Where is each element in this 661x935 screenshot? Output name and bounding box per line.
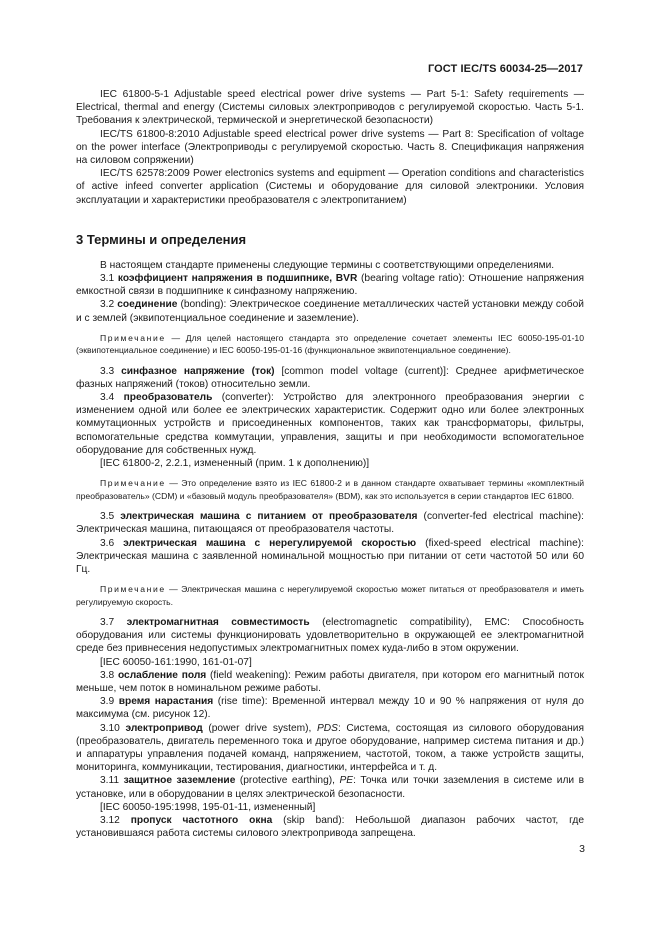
reference-iec-61800-5-1: IEC 61800-5-1 Adjustable speed electrical power drive systems — Part 5-1: Safety requirements — Electrical, thermal and energy (Системы силовых электроприводов с регулируемой скоростью. Часть 5-1. Требования к электрической, термической и энергетической безопасности) [76, 89, 584, 127]
term-3-6: 3.6 электрическая машина с нерегулируемой скоростью (fixed-speed electrical machine): Электрическая машина с заявленной номинальной мощностью при питании от сети частотой 50 или 60 Гц. [76, 537, 584, 575]
term-title: электрическая машина с питанием от преобразователя [120, 511, 418, 523]
term-title: время нарастания [118, 696, 214, 708]
note-3-6: Примечание — Электрическая машина с нерегулируемой скоростью может питаться от преобразователя и иметь регулируемую скорость. [76, 584, 584, 607]
term-3-10: 3.10 электропривод (power drive system), PDS: Система, состоящая из силового оборудования (преобразователь, двигатель переменного тока и другое оборудование, например система питания и др.) и аппаратуры управления подачей команд, напряжением, частотой, током, а также устройств защиты, мониторинга, коммуникации, тестирования, диагностики, интерфейса и т. д. [76, 722, 584, 774]
term-3-8: 3.8 ослабление поля (field weakening): Режим работы двигателя, при котором его магнитный поток меньше, чем поток в номинальном режиме работы. [76, 669, 584, 694]
term-3-12: 3.12 пропуск частотного окна (skip band): Небольшой диапазон рабочих частот, где установившаяся работа системы силового электропривода запрещена. [76, 814, 584, 840]
term-title: соединение [117, 299, 178, 311]
source-3-4: [IEC 61800-2, 2.2.1, измененный (прим. 1 к дополнению)] [100, 458, 370, 470]
term-title: электропривод [125, 722, 203, 734]
term-title: электрическая машина с нерегулируемой скоростью [123, 537, 417, 549]
term-3-2: 3.2 соединение (bonding): Электрическое соединение металлических частей установки между собой и с землей (эквипотенциальное соединение и заземление). [76, 299, 584, 324]
term-3-9: 3.9 время нарастания (rise time): Временной интервал между 10 и 90 % напряжения от нуля до максимума (см. рисунок 12). [76, 696, 584, 721]
note-3-2: Примечание — Для целей настоящего стандарта это определение сочетает элементы IEC 60050-195-01-10 (эквипотенциальное соединение) и IEC 60050-195-01-16 (функциональное эквипотенциальное соединение). [76, 332, 584, 356]
term-3-11: 3.11 защитное заземление (protective earthing), PE: Точка или точки заземления в системе или в установке, или в оборудовании в целях электрической безопасности. [76, 775, 584, 800]
term-abbreviation: PDS [316, 722, 338, 734]
section-intro: В настоящем стандарте применены следующие термины с соответствующими определениями. [100, 259, 555, 271]
term-title: преобразователь [123, 392, 213, 404]
page-content [76, 88, 584, 840]
term-title: защитное заземление [123, 775, 236, 787]
reference-iec-ts-62578: IEC/TS 62578:2009 Power electronics systems and equipment — Operation conditions and characteristics of active infeed converter application (Системы и оборудование для силовой электроники. Условия эксплуатации и характеристики преобразователя с электропитанием) [76, 168, 584, 206]
term-3-1: 3.1 коэффициент напряжения в подшипнике, BVR (bearing voltage ratio): Отношение напряжения емкостной связи в подшипнике к синфазному напряжению. [76, 273, 584, 298]
page-number: 3 [579, 843, 585, 855]
document-id-header: ГОСТ IEC/TS 60034-25—2017 [427, 63, 583, 75]
term-3-5: 3.5 электрическая машина с питанием от преобразователя (converter-fed electrical machine): Электрическая машина, питающаяся от преобразователя частоты. [76, 511, 584, 536]
term-title: коэффициент напряжения в подшипнике, BVR [117, 273, 358, 285]
term-abbreviation: PE [339, 775, 354, 787]
term-title: электромагнитная совместимость [126, 616, 310, 628]
section-title: 3 Термины и определения [76, 231, 247, 247]
reference-iec-ts-61800-8: IEC/TS 61800-8:2010 Adjustable speed electrical power drive systems — Part 8: Specification of voltage on the power interface (Электроприводы с регулируемой скоростью. Часть 8. Спецификация напряжения на силовом сопряжении) [76, 128, 584, 167]
term-3-3: 3.3 синфазное напряжение (ток) [common model voltage (current)]: Среднее арифметическое фазных напряжений (токов) относительно земли. [76, 365, 584, 390]
term-3-4: 3.4 преобразователь (converter): Устройство для электронного преобразования энергии с изменением одной или более ее электрических характеристик. Содержит одно или более электронных коммутационных устройств и присоединенных компонентов, таких как трансформаторы, фильтры, вспомогательные средства коммутации, управления, защиты и при необходимости вспомогательное оборудование для собственных нужд. [76, 392, 584, 456]
term-title: пропуск частотного окна [130, 814, 273, 826]
term-title: синфазное напряжение (ток) [121, 365, 275, 377]
note-label: Примечание [100, 584, 166, 595]
term-title: ослабление поля [117, 669, 207, 681]
note-3-4: Примечание — Это определение взято из IEC 61800-2 и в данном стандарте охватывает термины «комплектный преобразователь» (CDM) и «базовый модуль преобразователя» (BDM), как это используется в серии стандартов IEC 61800. [76, 478, 585, 501]
source-3-7: [IEC 60050-161:1990, 161-01-07] [100, 656, 252, 668]
source-3-11: [IEC 60050-195:1998, 195-01-11, измененный] [100, 801, 316, 813]
note-label: Примечание [100, 478, 166, 489]
term-3-7: 3.7 электромагнитная совместимость (electromagnetic compatibility), EMC: Способность оборудования или системы функционировать удовлетворительно в окружающей ее электромагнитной среде без привнесения недопустимых электромагнитных помех куда-либо в этом окружении. [76, 616, 584, 655]
note-label: Примечание [100, 332, 166, 343]
